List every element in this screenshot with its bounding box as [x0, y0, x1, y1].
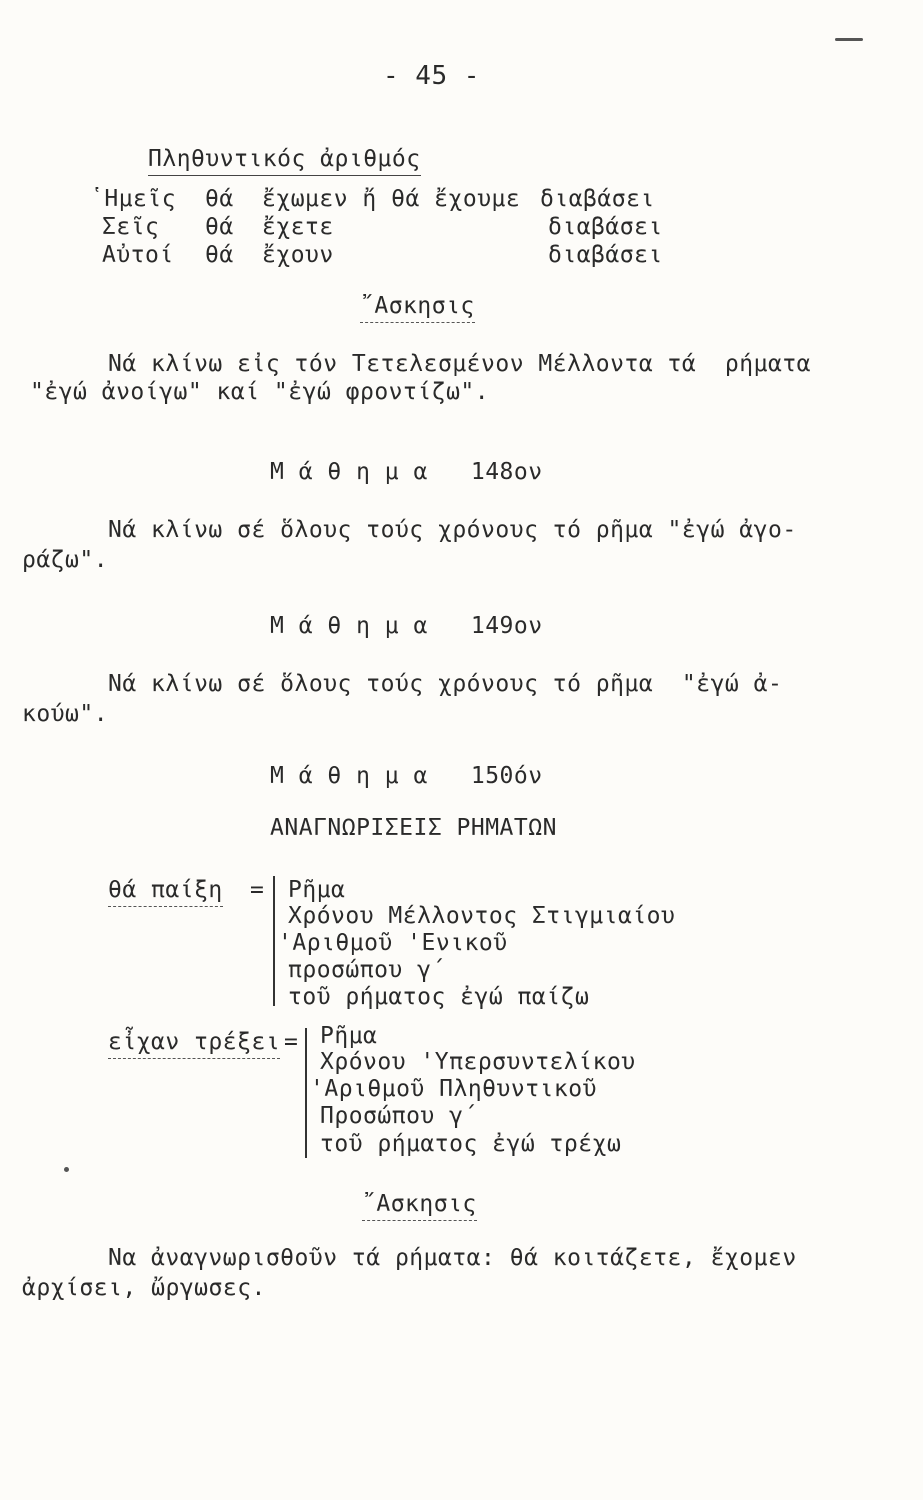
- row3-aux: θά: [205, 242, 234, 268]
- row2-participle: διαβάσει: [548, 214, 663, 240]
- lesson148-line2: ράζω".: [22, 547, 109, 573]
- exercise1-heading: ῎Ασκησις: [360, 292, 475, 323]
- exercise2-heading: ῎Ασκησις: [362, 1190, 477, 1221]
- analysis2-line4: Προσώπου γ΄: [320, 1103, 478, 1129]
- row3-verb: ἔχουν: [262, 242, 334, 268]
- analysis1-line2: Χρόνου Μέλλοντος Στιγμιαίου: [288, 903, 676, 929]
- analysis1-line5: τοῦ ρήματος ἐγώ παίζω: [288, 984, 590, 1010]
- row2-pronoun: Σεῖς: [102, 214, 160, 240]
- lesson149-line1: Νά κλίνω σέ ὅλους τούς χρόνους τό ρῆμα "ἐγώ ἀ-: [108, 671, 783, 697]
- lesson150-heading: Μ ά θ η μ α 150όν: [270, 763, 543, 789]
- row1-verb: ἔχωμεν ἤ θά ἔχουμε: [262, 186, 521, 212]
- analysis1-line1: Ρῆμα: [288, 877, 346, 903]
- lesson150-subheading: ΑΝΑΓΝΩΡΙΣΕΙΣ ΡΗΜΑΤΩΝ: [270, 815, 557, 841]
- row2-aux: θά: [205, 214, 234, 240]
- lesson148-line1: Νά κλίνω σέ ὅλους τούς χρόνους τό ρῆμα "ἐγώ ἀγο-: [108, 517, 797, 543]
- analysis1-bracket: [273, 876, 275, 1006]
- row2-verb: ἔχετε: [262, 214, 334, 240]
- row1-pronoun: ῾Ημεῖς: [90, 186, 177, 212]
- row3-participle: διαβάσει: [548, 242, 663, 268]
- lesson149-heading: Μ ά θ η μ α 149ον: [270, 613, 543, 639]
- analysis1-term: θά παίξη: [108, 876, 223, 907]
- analysis1-line4: προσώπου γ΄: [288, 957, 446, 983]
- row1-participle: διαβάσει: [540, 186, 655, 212]
- analysis2-line3: 'Αριθμοῦ Πληθυντικοῦ: [310, 1076, 597, 1102]
- lesson148-heading: Μ ά θ η μ α 148ον: [270, 459, 543, 485]
- analysis2-line2: Χρόνου 'Υπερσυντελίκου: [320, 1049, 636, 1075]
- page-number: - 45 -: [383, 61, 480, 91]
- exercise1-line2: "ἐγώ ἀνοίγω" καί "ἐγώ φροντίζω".: [30, 379, 490, 405]
- row1-aux: θά: [205, 186, 234, 212]
- exercise1-line1: Νά κλίνω εἰς τόν Τετελεσμένον Μέλλοντα τά ρήματα: [108, 351, 812, 377]
- analysis2-line5: τοῦ ρήματος ἐγώ τρέχω: [320, 1131, 622, 1157]
- ink-dot: [64, 1167, 69, 1172]
- analysis1-equals: =: [250, 877, 265, 903]
- analysis1-line3: 'Αριθμοῦ 'Ενικοῦ: [278, 930, 508, 956]
- analysis2-equals: =: [284, 1029, 299, 1055]
- analysis2-line1: Ρῆμα: [320, 1023, 378, 1049]
- row3-pronoun: Αὐτοί: [102, 242, 174, 268]
- ink-speck: [835, 38, 863, 41]
- exercise2-line2: ἀρχίσει, ὤργωσες.: [22, 1275, 266, 1301]
- exercise2-line1: Να ἀναγνωρισθοῦν τά ρήματα: θά κοιτάζετε, ἔχομεν: [108, 1245, 797, 1271]
- analysis2-bracket: [305, 1028, 307, 1158]
- analysis2-term: εἶχαν τρέξει: [108, 1028, 280, 1059]
- plural-heading: Πληθυντικός ἀριθμός: [148, 145, 421, 176]
- lesson149-line2: κούω".: [22, 701, 109, 727]
